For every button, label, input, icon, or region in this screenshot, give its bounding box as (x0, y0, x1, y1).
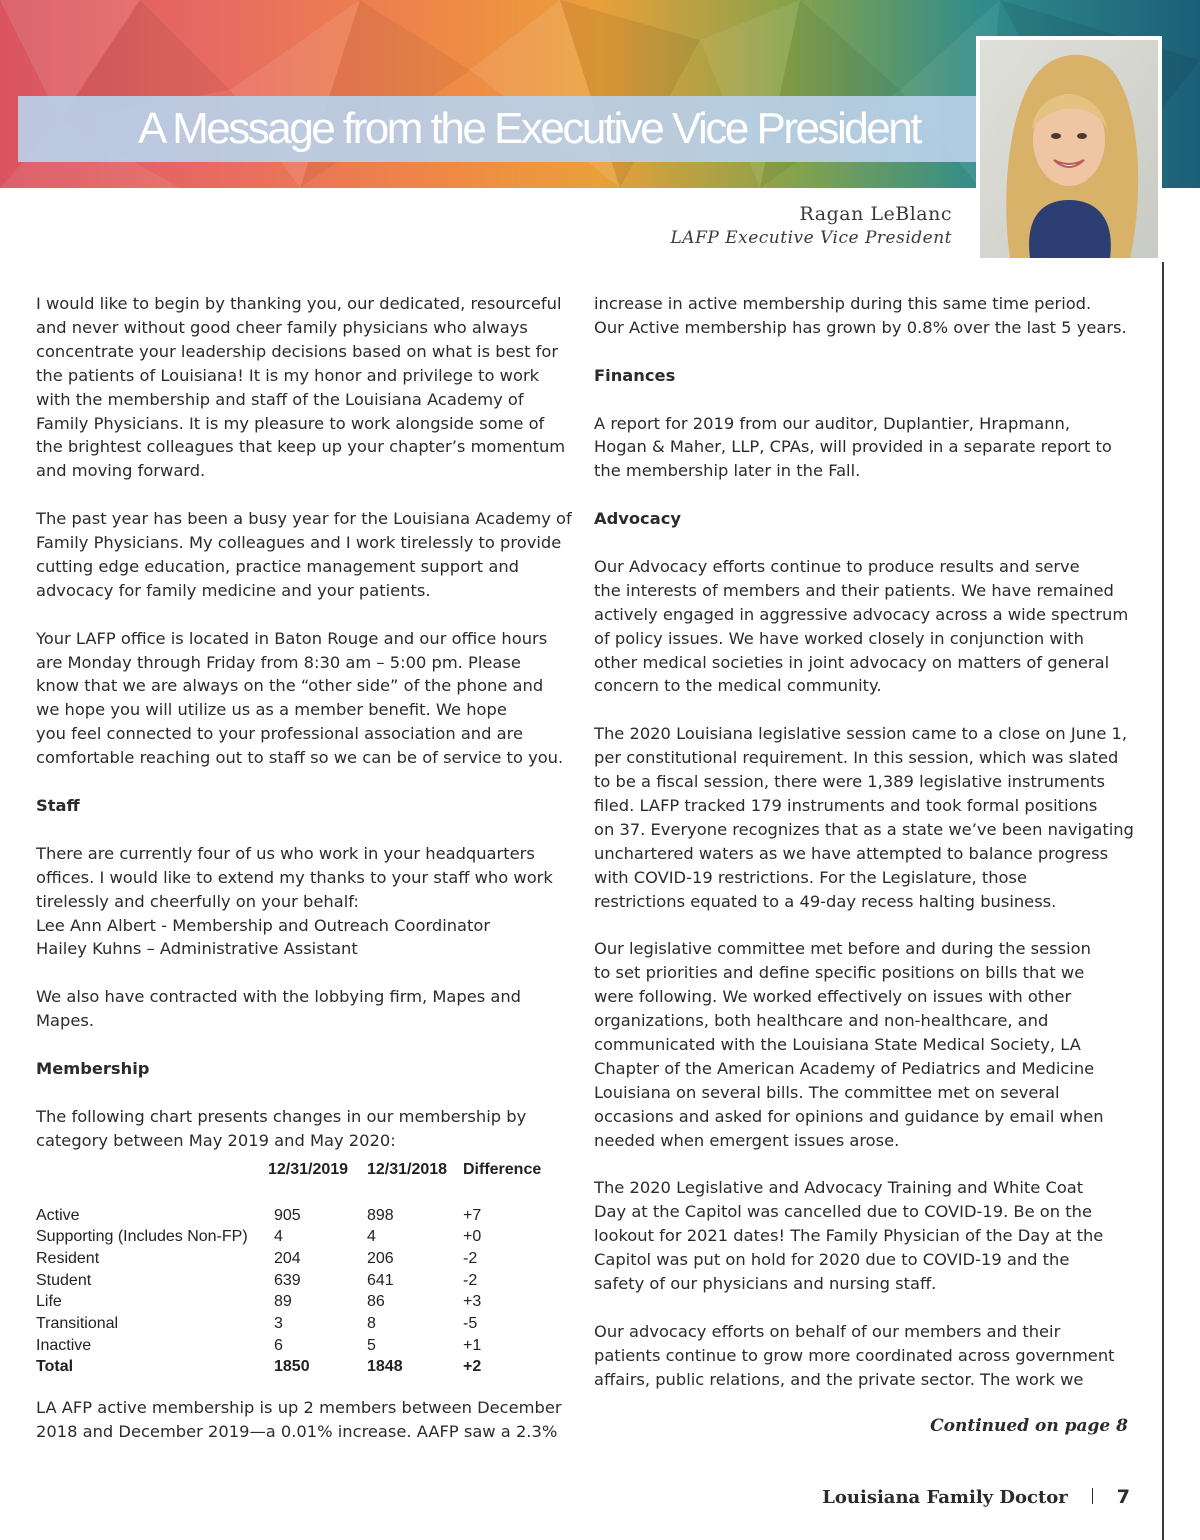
membership-table (36, 1159, 576, 1379)
text-line: LA AFP active membership is up 2 members between December (36, 1398, 562, 1418)
text-line: category between May 2019 and May 2020: (36, 1130, 396, 1150)
text-line: to set priorities and define specific positions on bills that we (594, 963, 1085, 983)
left-column (36, 292, 576, 1468)
text-line: you feel connected to your professional association and are (36, 724, 523, 744)
section-heading-finances: Finances (594, 365, 676, 385)
text-line: with COVID-19 restrictions. For the Legislature, those (594, 867, 1027, 887)
text-line: Mapes. (36, 1011, 95, 1031)
table-cell: 1850 (274, 1358, 310, 1376)
table-cell: +0 (463, 1228, 482, 1246)
paragraph (36, 627, 576, 770)
text-line: comfortable reaching out to staff so we can be of service to you. (36, 748, 564, 768)
table-row (36, 1205, 576, 1227)
page-title: A Message from the Executive Vice President (138, 104, 920, 153)
text-line: with the membership and staff of the Louisiana Academy of (36, 389, 524, 409)
text-line: needed when emergent issues arose. (594, 1130, 900, 1150)
text-line: the membership later in the Fall. (594, 461, 861, 481)
text-line: know that we are always on the “other side” of the phone and (36, 676, 544, 696)
table-cell: 641 (367, 1271, 394, 1289)
table-cell: 204 (274, 1249, 301, 1267)
paragraph (36, 842, 576, 962)
text-line: The following chart presents changes in our membership by (36, 1106, 527, 1126)
text-line: unchartered waters as we have attempted to balance progress (594, 843, 1109, 863)
paragraph (594, 292, 1134, 340)
text-line: Day at the Capitol was cancelled due to COVID-19. Be on the (594, 1202, 1092, 1222)
table-cell: Inactive (36, 1336, 92, 1354)
text-line: communicated with the Louisiana State Medical Society, LA (594, 1035, 1081, 1054)
table-total-row (36, 1356, 576, 1378)
text-line: restrictions equated to a 49-day recess halting business. (594, 891, 1057, 911)
table-cell: +2 (463, 1358, 482, 1376)
page-number: 7 (1116, 1486, 1130, 1508)
text-line: Louisiana on several bills. The committee met on several (594, 1082, 1060, 1102)
table-cell: 5 (367, 1336, 376, 1354)
paragraph (36, 1105, 576, 1153)
table-row (36, 1291, 576, 1313)
paragraph (594, 722, 1134, 913)
text-line: advocacy for family medicine and your patients. (36, 580, 431, 600)
table-cell: 206 (367, 1249, 394, 1267)
text-line: filed. LAFP tracked 179 instruments and took formal positions (594, 795, 1098, 815)
paragraph (594, 1320, 1134, 1392)
table-cell: 1848 (367, 1358, 403, 1376)
footer-divider (1092, 1488, 1093, 1504)
table-cell: -2 (463, 1271, 478, 1289)
text-line: Capitol was put on hold for 2020 due to COVID-19 and the (594, 1250, 1070, 1270)
paragraph (594, 1176, 1134, 1296)
text-line: other medical societies in joint advocacy on matters of general (594, 652, 1110, 672)
paragraph (594, 937, 1134, 1152)
text-line: occasions and asked for opinions and guidance by email when (594, 1106, 1104, 1126)
table-cell: Student (36, 1271, 92, 1289)
table-header (36, 1159, 576, 1205)
text-line: Hogan & Maher, LLP, CPAs, will provided in a separate report to (594, 437, 1112, 457)
vertical-rule (1162, 262, 1164, 1540)
table-cell: +1 (463, 1336, 482, 1354)
text-line: The past year has been a busy year for the Louisiana Academy of (36, 509, 572, 529)
table-cell: 8 (367, 1314, 376, 1332)
author-role: LAFP Executive Vice President (670, 228, 952, 248)
text-line: organizations, both healthcare and non-healthcare, and (594, 1011, 1049, 1031)
text-line: Our legislative committee met before and during the session (594, 939, 1091, 959)
paragraph (36, 507, 576, 603)
text-line: to be a fiscal session, there were 1,389 legislative instruments (594, 772, 1105, 792)
table-cell: 6 (274, 1336, 283, 1354)
table-cell: 4 (274, 1228, 283, 1246)
text-line: Chapter of the American Academy of Pediatrics and Medicine (594, 1058, 1095, 1078)
author-name: Ragan LeBlanc (799, 203, 952, 225)
publication-name: Louisiana Family Doctor (822, 1487, 1068, 1508)
text-line: Our Active membership has grown by 0.8% over the last 5 years. (594, 317, 1127, 337)
text-line: of policy issues. We have worked closely in conjunction with (594, 628, 1084, 648)
text-line: we hope you will utilize us as a member benefit. We hope (36, 700, 507, 720)
table-row (36, 1335, 576, 1357)
text-line: actively engaged in aggressive advocacy across a wide spectrum (594, 604, 1129, 624)
text-line: A report for 2019 from our auditor, Duplantier, Hrapmann, (594, 413, 1071, 433)
continued-link[interactable]: Continued on page 8 (930, 1416, 1128, 1436)
text-line: The 2020 Legislative and Advocacy Training and White Coat (594, 1178, 1084, 1198)
text-line: the interests of members and their patients. We have remained (594, 580, 1114, 600)
table-row (36, 1248, 576, 1270)
text-line: Our advocacy efforts on behalf of our members and their (594, 1321, 1061, 1341)
text-line: Family Physicians. It is my pleasure to work alongside some of (36, 413, 545, 433)
section-heading-staff: Staff (36, 795, 80, 815)
byline (671, 202, 952, 250)
text-line: concern to the medical community. (594, 676, 882, 696)
table-cell: 898 (367, 1206, 394, 1224)
table-cell: 86 (367, 1293, 385, 1311)
page-footer (822, 1486, 1130, 1508)
table-cell: Resident (36, 1249, 100, 1267)
paragraph (36, 1396, 576, 1444)
text-line: safety of our physicians and nursing staff. (594, 1274, 937, 1294)
table-cell: Life (36, 1293, 62, 1311)
text-line: Hailey Kuhns – Administrative Assistant (36, 939, 358, 959)
table-cell: Supporting (Includes Non-FP) (36, 1228, 248, 1246)
text-line: Your LAFP office is located in Baton Rouge and our office hours (36, 628, 548, 648)
table-cell: 4 (367, 1228, 376, 1246)
table-cell: -2 (463, 1249, 478, 1267)
column-header: 12/31/2018 (367, 1160, 448, 1178)
table-cell: Transitional (36, 1314, 119, 1332)
right-column (594, 292, 1134, 1415)
paragraph (594, 555, 1134, 698)
text-line: affairs, public relations, and the private sector. The work we (594, 1369, 1084, 1389)
text-line: Family Physicians. My colleagues and I work tirelessly to provide (36, 533, 562, 553)
text-line: the brightest colleagues that keep up your chapter’s momentum (36, 437, 566, 457)
table-cell: 639 (274, 1271, 301, 1289)
text-line: The 2020 Louisiana legislative session came to a close on June 1, (594, 724, 1128, 744)
paragraph (36, 985, 576, 1033)
table-cell: Total (36, 1358, 74, 1376)
text-line: tirelessly and cheerfully on your behalf: (36, 891, 359, 911)
table-row (36, 1226, 576, 1248)
text-line: and moving forward. (36, 461, 206, 481)
text-line: on 37. Everyone recognizes that as a state we’ve been navigating (594, 819, 1134, 839)
text-line: offices. I would like to extend my thanks to your staff who work (36, 867, 553, 887)
text-line: Lee Ann Albert - Membership and Outreach Coordinator (36, 915, 491, 935)
column-header: Difference (463, 1160, 542, 1178)
table-cell: 905 (274, 1206, 301, 1224)
text-line: I would like to begin by thanking you, our dedicated, resourceful (36, 294, 562, 313)
text-line: cutting edge education, practice management support and (36, 556, 519, 576)
table-row (36, 1270, 576, 1292)
text-line: We also have contracted with the lobbying firm, Mapes and (36, 987, 522, 1007)
text-line: per constitutional requirement. In this session, which was slated (594, 748, 1119, 768)
text-line: Our Advocacy efforts continue to produce results and serve (594, 556, 1080, 576)
text-line: increase in active membership during this same time period. (594, 294, 1092, 313)
text-line: lookout for 2021 dates! The Family Physician of the Day at the (594, 1226, 1104, 1246)
table-cell: +7 (463, 1206, 482, 1224)
table-cell: -5 (463, 1314, 478, 1332)
text-line: There are currently four of us who work in your headquarters (36, 843, 535, 863)
section-heading-advocacy: Advocacy (594, 509, 681, 529)
column-header: 12/31/2019 (268, 1160, 349, 1178)
text-line: the patients of Louisiana! It is my honor and privilege to work (36, 365, 540, 385)
text-line: were following. We worked effectively on issues with other (594, 987, 1072, 1007)
text-line: patients continue to grow more coordinated across government (594, 1345, 1115, 1365)
table-cell: +3 (463, 1293, 482, 1311)
table-cell: 89 (274, 1293, 292, 1311)
text-line: and never without good cheer family physicians who always (36, 317, 528, 337)
section-heading-membership: Membership (36, 1058, 150, 1078)
text-line: are Monday through Friday from 8:30 am – 5:00 pm. Please (36, 652, 521, 672)
table-row (36, 1313, 576, 1335)
table-cell: 3 (274, 1314, 283, 1332)
paragraph (594, 412, 1134, 484)
table-cell: Active (36, 1206, 80, 1224)
text-line: 2018 and December 2019—a 0.01% increase. AAFP saw a 2.3% (36, 1421, 558, 1441)
paragraph (36, 292, 576, 483)
author-photo (976, 36, 1162, 262)
text-line: concentrate your leadership decisions based on what is best for (36, 341, 559, 361)
